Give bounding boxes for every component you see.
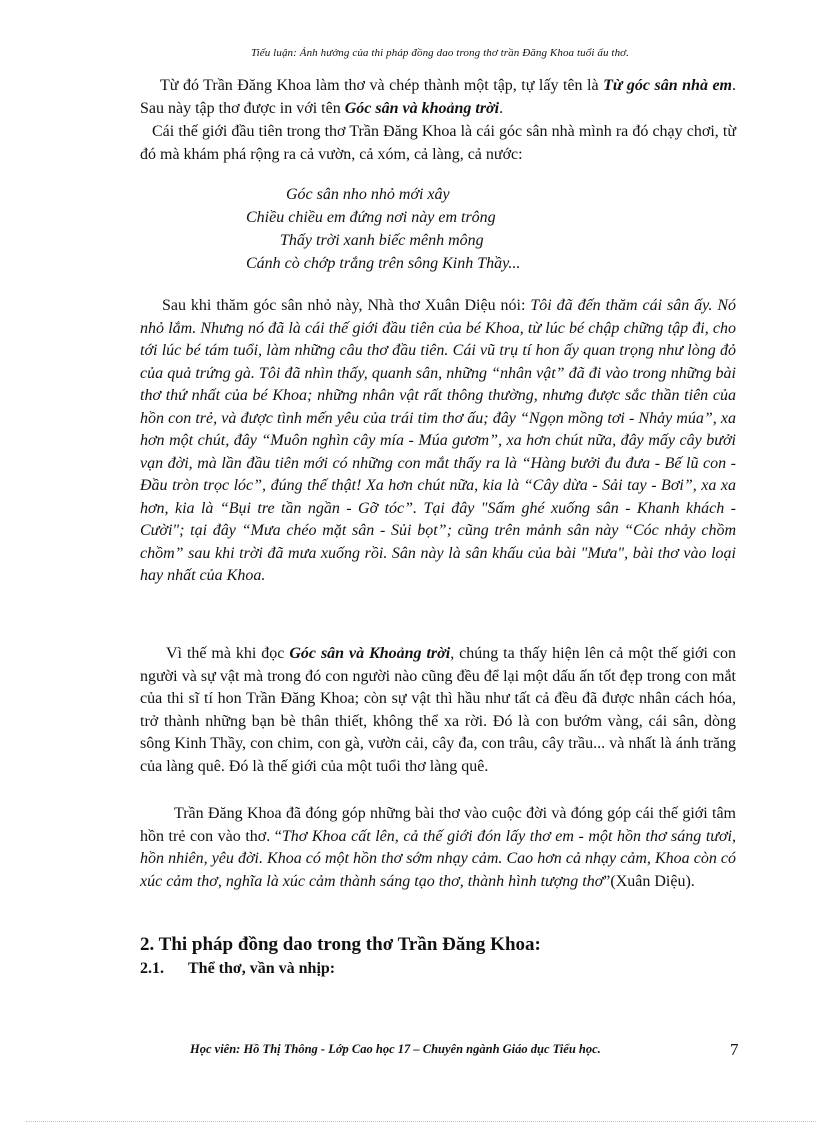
paragraph-3-intro: Sau khi thăm góc sân nhỏ này, Nhà thơ Xuân Diệu nói: bbox=[162, 297, 531, 314]
subsection-heading bbox=[140, 960, 335, 978]
paragraph-1-text-b: . Sau này tập thơ được in với tên bbox=[140, 77, 736, 117]
poem-line-3: Thấy trời xanh biếc mênh mông bbox=[280, 232, 484, 249]
book-title-goc-san-2: Góc sân và Khoảng trời bbox=[289, 645, 451, 662]
xuan-dieu-quote: Tôi đã đến thăm cái sân ấy. Nó nhỏ lắm. Nhưng nó đã là cái thế giới đầu tiên của bé Khoa, từ lúc bé chập chững tập đi, cho tới lúc bé tám tuổi, làm những câu thơ đầu tiên. Cái vũ trụ tí hon ấy quan trọng như lòng đỏ của quả trứng gà. Tôi đã nhìn thấy, quanh sân, những “nhân vật” đã đi vào trong những bài thơ thứ nhất của bé Khoa; những nhân vật rất thông thường, nhưng được sắc thần tiên của hồn con trẻ, và được tình mến yêu của trái tim thơ ấu; đây “Ngọn mồng tơi - Nhảy múa”, xa hơn một chút, đây “Muôn nghìn cây mía - Múa gươm”, xa hơn chút nữa, đây mấy cây bưởi vạn đời, mà lần đầu tiên mới có những con mắt thấy ra là “Hàng bưởi đu đưa - Bế lũ con - Đầu tròn trọc lóc”, đúng thế thật! Xa hơn chút nữa, kia là “Cây dừa - Sải tay - Bơi”, xa xa hơn, kia là “Bụi tre tần ngần - Gỡ tóc”. Tại đây "Sấm ghé xuống sân - Khanh khách - Cười"; tại đây “Mưa chéo mặt sân - Sủi bọt”; cũng trên mảnh sân này “Cóc nhảy chồm chồm” sau khi trời đã mưa xuống rồi. Sân này là sân khấu của bài "Mưa", bài thơ vào loại hay nhất của Khoa. bbox=[140, 297, 737, 584]
poem-line-4: Cánh cò chớp trắng trên sông Kinh Thầy... bbox=[246, 255, 521, 272]
running-header: Tiểu luận: Ảnh hưởng của thi pháp đồng dao trong thơ trần Đăng Khoa tuổi ấu thơ. bbox=[250, 47, 629, 59]
paragraph-4 bbox=[140, 643, 736, 778]
paragraph-4-text-a: Vì thế mà khi đọc bbox=[166, 645, 290, 662]
paragraph-1-text-c: . bbox=[499, 99, 504, 117]
book-title-goc-san: Góc sân và khoảng trời bbox=[344, 99, 500, 117]
footer-author-line: Học viên: Hồ Thị Thông - Lớp Cao học 17 – Chuyên ngành Giáo dục Tiểu học. bbox=[190, 1042, 601, 1056]
subsection-title: Thể thơ, vần và nhịp: bbox=[188, 960, 336, 977]
xuan-dieu-quote-2: Thơ Khoa cất lên, cả thế giới đón lấy thơ em - một hồn thơ sáng tươi, hồn nhiên, yêu đời. Khoa có một hồn thơ sớm nhạy cảm. Cao hơn cả nhạy cảm, Khoa còn có xúc cảm thơ, nghĩa là xúc cảm thành sáng tạo thơ, thành hình tượng thơ bbox=[140, 827, 736, 890]
book-title-tu-goc-san: Từ góc sân nhà em bbox=[603, 77, 732, 94]
poem-line-1: Góc sân nho nhỏ mới xây bbox=[286, 186, 450, 203]
page-number: 7 bbox=[730, 1040, 739, 1059]
paragraph-5-text-a: Trần Đăng Khoa đã đóng góp những bài thơ vào cuộc đời và đóng góp cái thế giới tâm hồn trẻ con vào thơ. “ bbox=[140, 805, 736, 845]
paragraph-3 bbox=[140, 295, 736, 588]
paragraph-4-text-b: , chúng ta thấy hiện lên cả một thế giới con người và sự vật mà trong đó con người nào cũng đều để lại một dấu ấn tốt đẹp trong con mắt của thi sĩ tí hon Trần Đăng Khoa; còn sự vật thì hầu như tất cả đều đã được nhân cách hóa, trở thành những bạn bè thân thiết, không thể xa rời. Đó là con bướm vàng, cái sân, dòng sông Kinh Thầy, con chim, con gà, vườn cải, cây đa, con trâu, cây trầu... và nhất là ánh trăng của làng quê. Đó là thế giới của một tuổi thơ làng quê. bbox=[140, 645, 736, 775]
paragraph-1 bbox=[140, 75, 736, 120]
page-bottom-divider bbox=[26, 1121, 816, 1122]
paragraph-1-text-a: Từ đó Trần Đăng Khoa làm thơ và chép thành một tập, tự lấy tên là bbox=[160, 77, 604, 94]
subsection-number: 2.1. bbox=[140, 960, 164, 977]
paragraph-5-text-b: ”(Xuân Diệu). bbox=[603, 872, 695, 890]
section-heading: 2. Thi pháp đồng dao trong thơ Trần Đăng Khoa: bbox=[140, 934, 541, 955]
paragraph-5 bbox=[140, 803, 736, 893]
poem-line-2: Chiều chiều em đứng nơi này em trông bbox=[246, 209, 496, 226]
paragraph-2: Cái thế giới đầu tiên trong thơ Trần Đăng Khoa là cái góc sân nhà mình ra đó chạy chơi, từ đó mà khám phá rộng ra cả vườn, cả xóm, cả làng, cả nước: bbox=[140, 123, 736, 163]
poem-excerpt bbox=[230, 183, 610, 275]
